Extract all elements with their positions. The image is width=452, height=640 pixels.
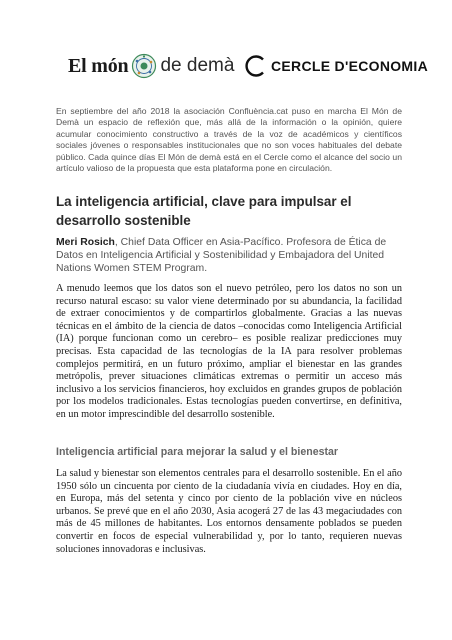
author-bio: , Chief Data Officer en Asia-Pacífico. Profesora de Ética de Datos en Inteligencia Artificial y Sostenibilidad y Embajadora del United Nations Women STEM Program. [56, 237, 387, 275]
cercle-economia-logo [244, 46, 428, 86]
author-line [56, 236, 402, 276]
author-name: Meri Rosich [56, 237, 115, 248]
cercle-ring-icon [244, 54, 268, 78]
intro-paragraph: En septiembre del año 2018 la asociación Confluència.cat puso en marcha El Món de Demà un espacio de reflexión que, más allá de la información o la opinión, quiere acumular conocimiento constructivo a través de la voz de académicos y científicos sociales jóvenes o responsables institucionales que no son voces habituales del debate público. Cada quince días El Món de demà está en el Cercle como el alcance del socio un artículo valioso de la propuesta que esta plataforma pone en circulación. [56, 106, 402, 174]
body-paragraph-2: La salud y bienestar son elementos centrales para el desarrollo sostenible. En el año 1950 sólo un cincuenta por ciento de la ciudadanía vivía en ciudades. Hoy en día, en Europa, más del setenta y cinco por ciento de la población vive en núcleos urbanos. Se prevé que en el año 2030, Asia acogerá 27 de las 43 megaciudades con más de 45 millones de habitantes. Los entornos densamente poblados se pueden convertir en focos de especial vulnerabilidad y, por lo tanto, requieren nuevas soluciones innovadoras e inclusivas. [56, 468, 402, 555]
globe-icon [131, 53, 157, 79]
logo-left-part2: de demà [160, 55, 235, 76]
logo-left-part1: El món [68, 54, 129, 77]
article-title: La inteligencia artificial, clave para impulsar el desarrollo sostenible [56, 194, 352, 228]
el-mon-de-dema-logo [68, 46, 234, 86]
logo-right-name: CERCLE D'ECONOMIA [271, 58, 428, 74]
section-subheading: Inteligencia artificial para mejorar la salud y el bienestar [56, 446, 339, 458]
page-header [0, 46, 452, 86]
body-paragraph-1: A menudo leemos que los datos son el nuevo petróleo, pero los datos no son un recurso natural escaso: su valor viene determinado por su abundancia, la facilidad de extraer conocimientos y de compartirlos globalmente. Gracias a las nuevas técnicas en el ámbito de la ciencia de datos –conocidas como Inteligencia Artificial (IA) porque funcionan como un cerebro– es posible realizar predicciones muy precisas. Esta capacidad de las tecnologías de la IA para resolver problemas complejos permitirá, en un futuro próximo, ampliar el bienestar en las grandes metrópolis, prever situaciones climáticas extremas o permitir un acceso más inclusivo a los servicios financieros, hoy excluidos en grandes grupos de población por los modelos tradicionales. Estas tecnologías pueden convertirse, en definitiva, en un motor imprescindible del desarrollo sostenible. [56, 283, 402, 420]
